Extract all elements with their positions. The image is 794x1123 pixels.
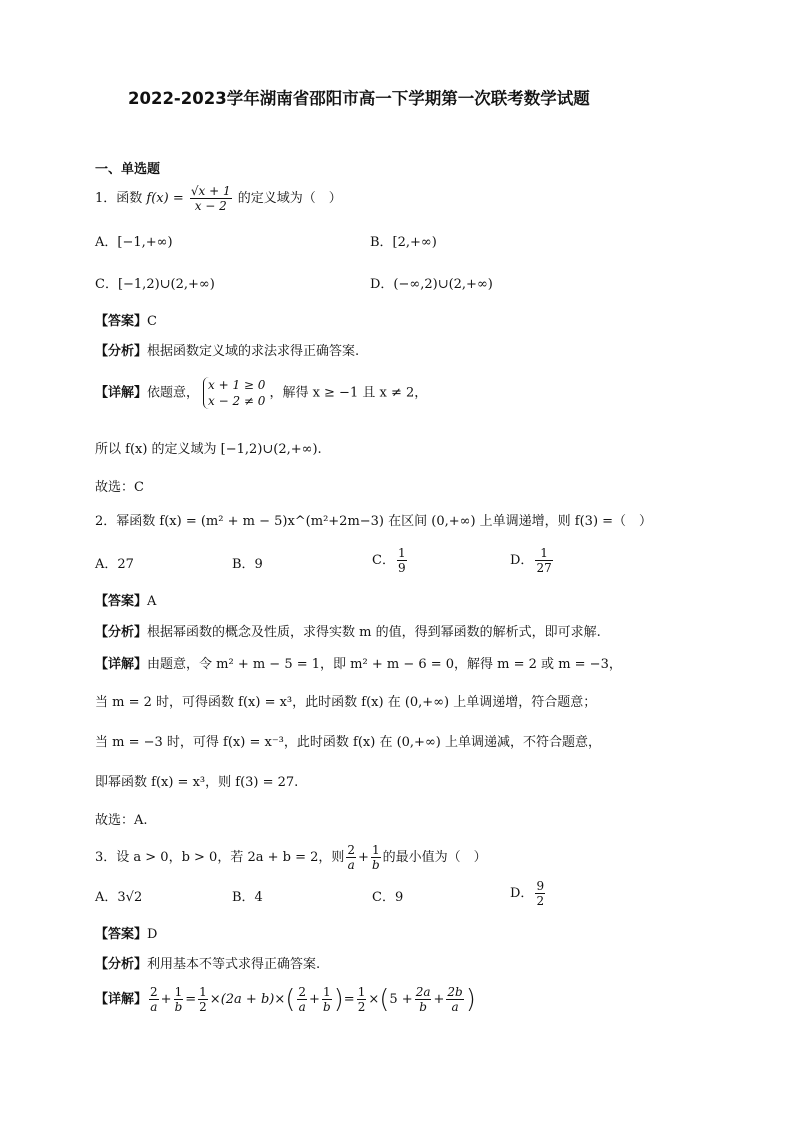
frac-num: 2 — [150, 985, 158, 999]
answer-value: D — [147, 927, 158, 942]
q3-option-c: C．9 — [372, 890, 404, 905]
answer-tag: 【答案】 — [95, 927, 148, 942]
eq-times-1: ×(2a + b)× — [209, 992, 286, 1007]
frac-num: 2a — [415, 985, 431, 999]
q1-fraction — [190, 184, 232, 213]
answer-value: A — [147, 594, 157, 609]
q1-analysis — [95, 343, 359, 361]
frac-den: b — [174, 1000, 183, 1014]
frac-num: 2b — [447, 985, 463, 999]
frac-num: 1 — [322, 985, 331, 999]
frac-den: a — [451, 1000, 459, 1014]
q2-detail — [95, 656, 622, 674]
analysis-tag: 【分析】 — [95, 344, 148, 359]
frac-den: a — [150, 1000, 158, 1014]
frac-num: 1 — [199, 985, 207, 999]
option-label: C． — [372, 553, 395, 568]
detail-tag: 【详解】 — [95, 992, 148, 1007]
q1-den: x − 2 — [194, 199, 227, 213]
frac-den: a — [347, 858, 355, 872]
right-paren: ) — [333, 984, 344, 1015]
eq-frac-1b — [174, 985, 184, 1014]
q2-detail-line2: 当 m = 2 时，可得函数 f(x) = x³，此时函数 f(x) 在 (0,+∞) 上单调递增，符合题意； — [95, 695, 597, 710]
answer-tag: 【答案】 — [95, 314, 148, 329]
q1-suffix: 的定义域为（ ） — [237, 191, 342, 206]
eq-frac-half-2 — [357, 985, 367, 1014]
q1-detail-line2: 所以 f(x) 的定义域为 [−1,2)∪(2,+∞). — [95, 442, 322, 457]
q1-choose: 故选：C — [95, 480, 144, 495]
detail-pre: 依题意， — [147, 385, 200, 401]
q1-option-d: D．(−∞,2)∪(2,+∞) — [370, 277, 493, 292]
q2-c-fraction — [397, 546, 407, 575]
plus-sign: + — [433, 992, 445, 1007]
q1-num: √x + 1 — [190, 184, 231, 198]
q1-answer — [95, 313, 157, 331]
frac-den: 2 — [199, 1000, 207, 1014]
detail-tag: 【详解】 — [95, 657, 148, 672]
q3-stem-pre: 3．设 a > 0，b > 0，若 2a + b = 2，则 — [95, 850, 345, 865]
eq-frac-2a-b — [297, 985, 307, 1014]
q3-frac-1b — [371, 843, 381, 872]
q2-option-b: B．9 — [232, 557, 263, 572]
frac-num: 2 — [298, 985, 307, 999]
q3-stem — [95, 843, 487, 872]
eq-times-2: × — [368, 992, 380, 1007]
detail-tag: 【详解】 — [95, 385, 148, 401]
q1-option-c: C．[−1,2)∪(2,+∞) — [95, 277, 215, 292]
q2-analysis — [95, 624, 601, 642]
q1-stem — [95, 184, 342, 213]
frac-den: b — [371, 858, 380, 872]
q3-stem-post: 的最小值为（ ） — [382, 850, 487, 865]
q3-d-fraction — [535, 879, 545, 908]
equals-sign: = — [185, 992, 197, 1007]
equals-sign: = — [343, 992, 355, 1007]
option-label: D． — [510, 553, 534, 568]
q1-detail — [95, 377, 427, 409]
q2-choose: 故选：A. — [95, 813, 148, 828]
frac-den: 2 — [357, 1000, 366, 1014]
frac-num: 1 — [357, 985, 366, 999]
q3-option-d — [510, 879, 547, 908]
analysis-text: 利用基本不等式求得正确答案. — [147, 957, 321, 972]
eq-five: 5 + — [389, 992, 413, 1007]
q1-fx: f(x) = — [146, 191, 184, 206]
q2-option-c — [372, 546, 409, 575]
left-paren: ( — [379, 984, 390, 1015]
q2-detail-line3: 当 m = −3 时，可得 f(x) = x⁻³，此时函数 f(x) 在 (0,+∞) 上单调递减，不符合题意， — [95, 735, 601, 750]
frac-den: 2 — [536, 894, 545, 908]
analysis-tag: 【分析】 — [95, 957, 148, 972]
eq-frac-2b-over-a — [446, 985, 463, 1014]
q3-answer — [95, 926, 157, 944]
q1-system — [203, 377, 265, 409]
answer-value: C — [147, 314, 157, 329]
frac-num: 9 — [536, 879, 545, 893]
q3-option-b: B．4 — [232, 890, 263, 905]
frac-num: 1 — [174, 985, 183, 999]
left-paren: ( — [285, 984, 296, 1015]
frac-num: 1 — [371, 843, 380, 857]
analysis-text: 根据函数定义域的求法求得正确答案. — [147, 344, 360, 359]
q2-option-a: A．27 — [95, 557, 134, 572]
q2-answer — [95, 593, 156, 611]
frac-den: 9 — [397, 561, 406, 575]
answer-tag: 【答案】 — [95, 594, 148, 609]
q2-detail-line4: 即幂函数 f(x) = x³，则 f(3) = 27. — [95, 775, 299, 790]
eq-frac-2a — [149, 985, 159, 1014]
frac-den: b — [322, 1000, 331, 1014]
q3-option-a: A．3√2 — [95, 890, 143, 905]
plus-sign: + — [309, 992, 320, 1007]
analysis-text: 根据幂函数的概念及性质，求得实数 m 的值，得到幂函数的解析式，即可求解. — [147, 625, 601, 640]
plus-sign: + — [160, 992, 172, 1007]
q2-option-d — [510, 546, 555, 575]
right-paren: ) — [465, 984, 476, 1015]
detail-post: ，解得 x ≥ −1 且 x ≠ 2， — [269, 385, 428, 401]
frac-den: b — [419, 1000, 427, 1014]
analysis-tag: 【分析】 — [95, 625, 148, 640]
q3-detail — [95, 985, 476, 1014]
q1-option-a: A．[−1,+∞) — [95, 235, 173, 250]
section-heading: 一、单选题 — [95, 162, 161, 177]
system-row-2: x − 2 ≠ 0 — [208, 394, 266, 408]
page-title: 2022-2023学年湖南省邵阳市高一下学期第一次联考数学试题 — [128, 89, 590, 108]
frac-den: a — [298, 1000, 306, 1014]
system-row-1: x + 1 ≥ 0 — [208, 378, 266, 392]
eq-frac-2a-over-b — [415, 985, 432, 1014]
option-label: D． — [510, 886, 534, 901]
frac-num: 2 — [347, 843, 356, 857]
frac-den: 27 — [536, 561, 552, 575]
q2-stem: 2．幂函数 f(x) = (m² + m − 5)x^(m²+2m−3) 在区间 (0,+∞) 上单调递增，则 f(3) =（ ） — [95, 514, 653, 529]
q3-frac-2a — [346, 843, 356, 872]
q2-d-fraction — [535, 546, 552, 575]
eq-frac-half — [198, 985, 208, 1014]
q3-analysis — [95, 956, 320, 974]
plus-sign: + — [358, 850, 369, 865]
detail-text: 由题意，令 m² + m − 5 = 1，即 m² + m − 6 = 0，解得 m = 2 或 m = −3， — [147, 657, 622, 672]
frac-num: 1 — [397, 546, 406, 560]
eq-frac-1b-b — [322, 985, 332, 1014]
q1-option-b: B．[2,+∞) — [370, 235, 437, 250]
frac-num: 1 — [535, 546, 552, 561]
q1-prefix: 1．函数 — [95, 191, 143, 206]
